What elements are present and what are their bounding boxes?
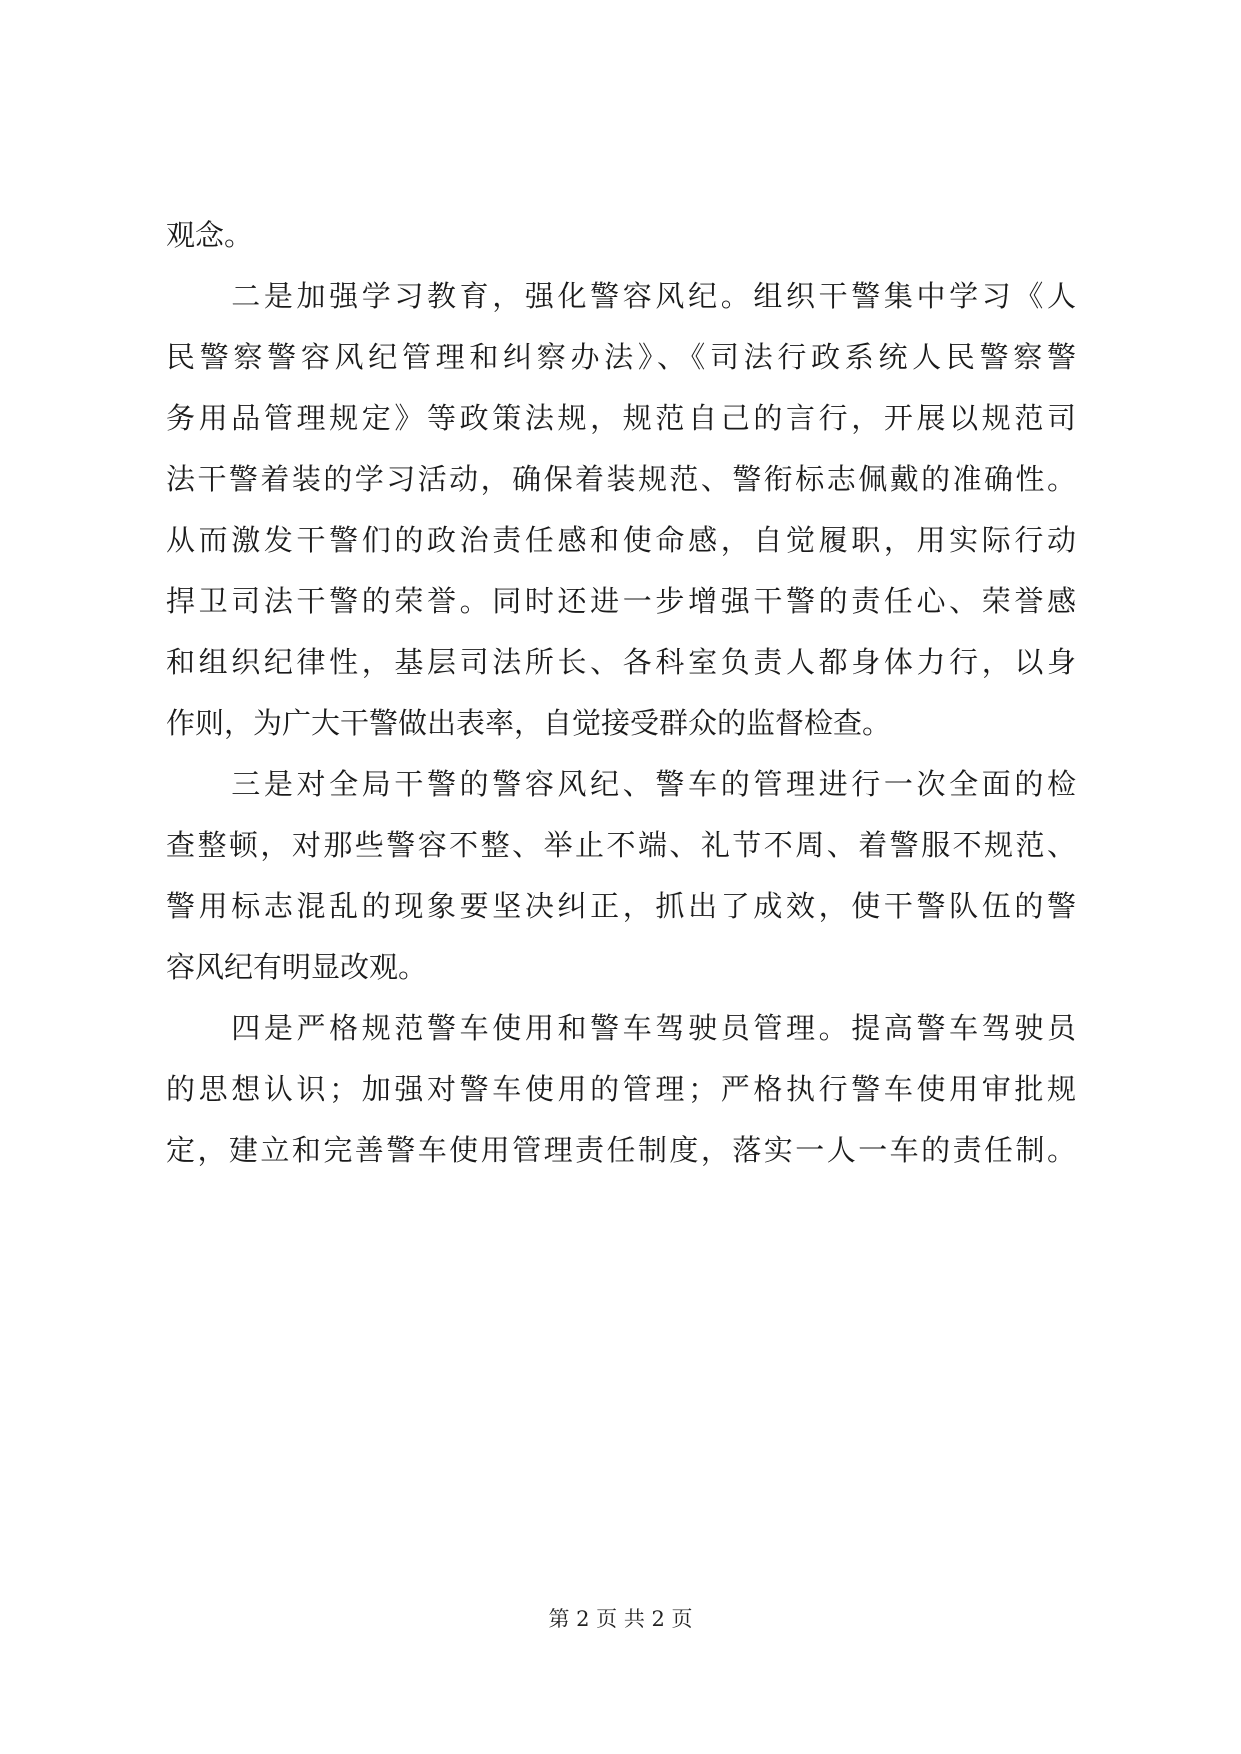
paragraph-line: 法干警着装的学习活动，确保着装规范、警衔标志佩戴的准确性。 <box>166 462 1076 496</box>
page-footer <box>0 1604 1241 1634</box>
paragraph-line: 查整顿，对那些警容不整、举止不端、礼节不周、着警服不规范、 <box>166 828 1076 862</box>
paragraph-line: 观念。 <box>166 218 254 252</box>
paragraph-line: 三是对全局干警的警容风纪、警车的管理进行一次全面的检 <box>166 767 1076 801</box>
paragraph-line: 从而激发干警们的政治责任感和使命感，自觉履职，用实际行动 <box>166 523 1076 557</box>
paragraph-line: 容风纪有明显改观。 <box>166 950 428 984</box>
paragraph-line: 定，建立和完善警车使用管理责任制度，落实一人一车的责任制。 <box>166 1133 1076 1167</box>
paragraph-line: 务用品管理规定》等政策法规，规范自己的言行，开展以规范司 <box>166 401 1076 435</box>
paragraph-line: 捍卫司法干警的荣誉。同时还进一步增强干警的责任心、荣誉感 <box>166 584 1076 618</box>
paragraph-line: 警用标志混乱的现象要坚决纠正，抓出了成效，使干警队伍的警 <box>166 889 1076 923</box>
paragraph-line: 民警察警容风纪管理和纠察办法》、《司法行政系统人民警察警 <box>166 340 1076 374</box>
page-number-label: 第 2 页 共 2 页 <box>548 1607 693 1631</box>
paragraph-line: 二是加强学习教育，强化警容风纪。组织干警集中学习《人 <box>166 279 1076 313</box>
paragraph-line: 作则，为广大干警做出表率，自觉接受群众的监督检查。 <box>166 706 892 740</box>
paragraph-line: 的思想认识；加强对警车使用的管理；严格执行警车使用审批规 <box>166 1072 1076 1106</box>
document-body <box>166 205 1076 1181</box>
paragraph-line: 和组织纪律性，基层司法所长、各科室负责人都身体力行，以身 <box>166 645 1076 679</box>
paragraph-line: 四是严格规范警车使用和警车驾驶员管理。提高警车驾驶员 <box>166 1011 1076 1045</box>
